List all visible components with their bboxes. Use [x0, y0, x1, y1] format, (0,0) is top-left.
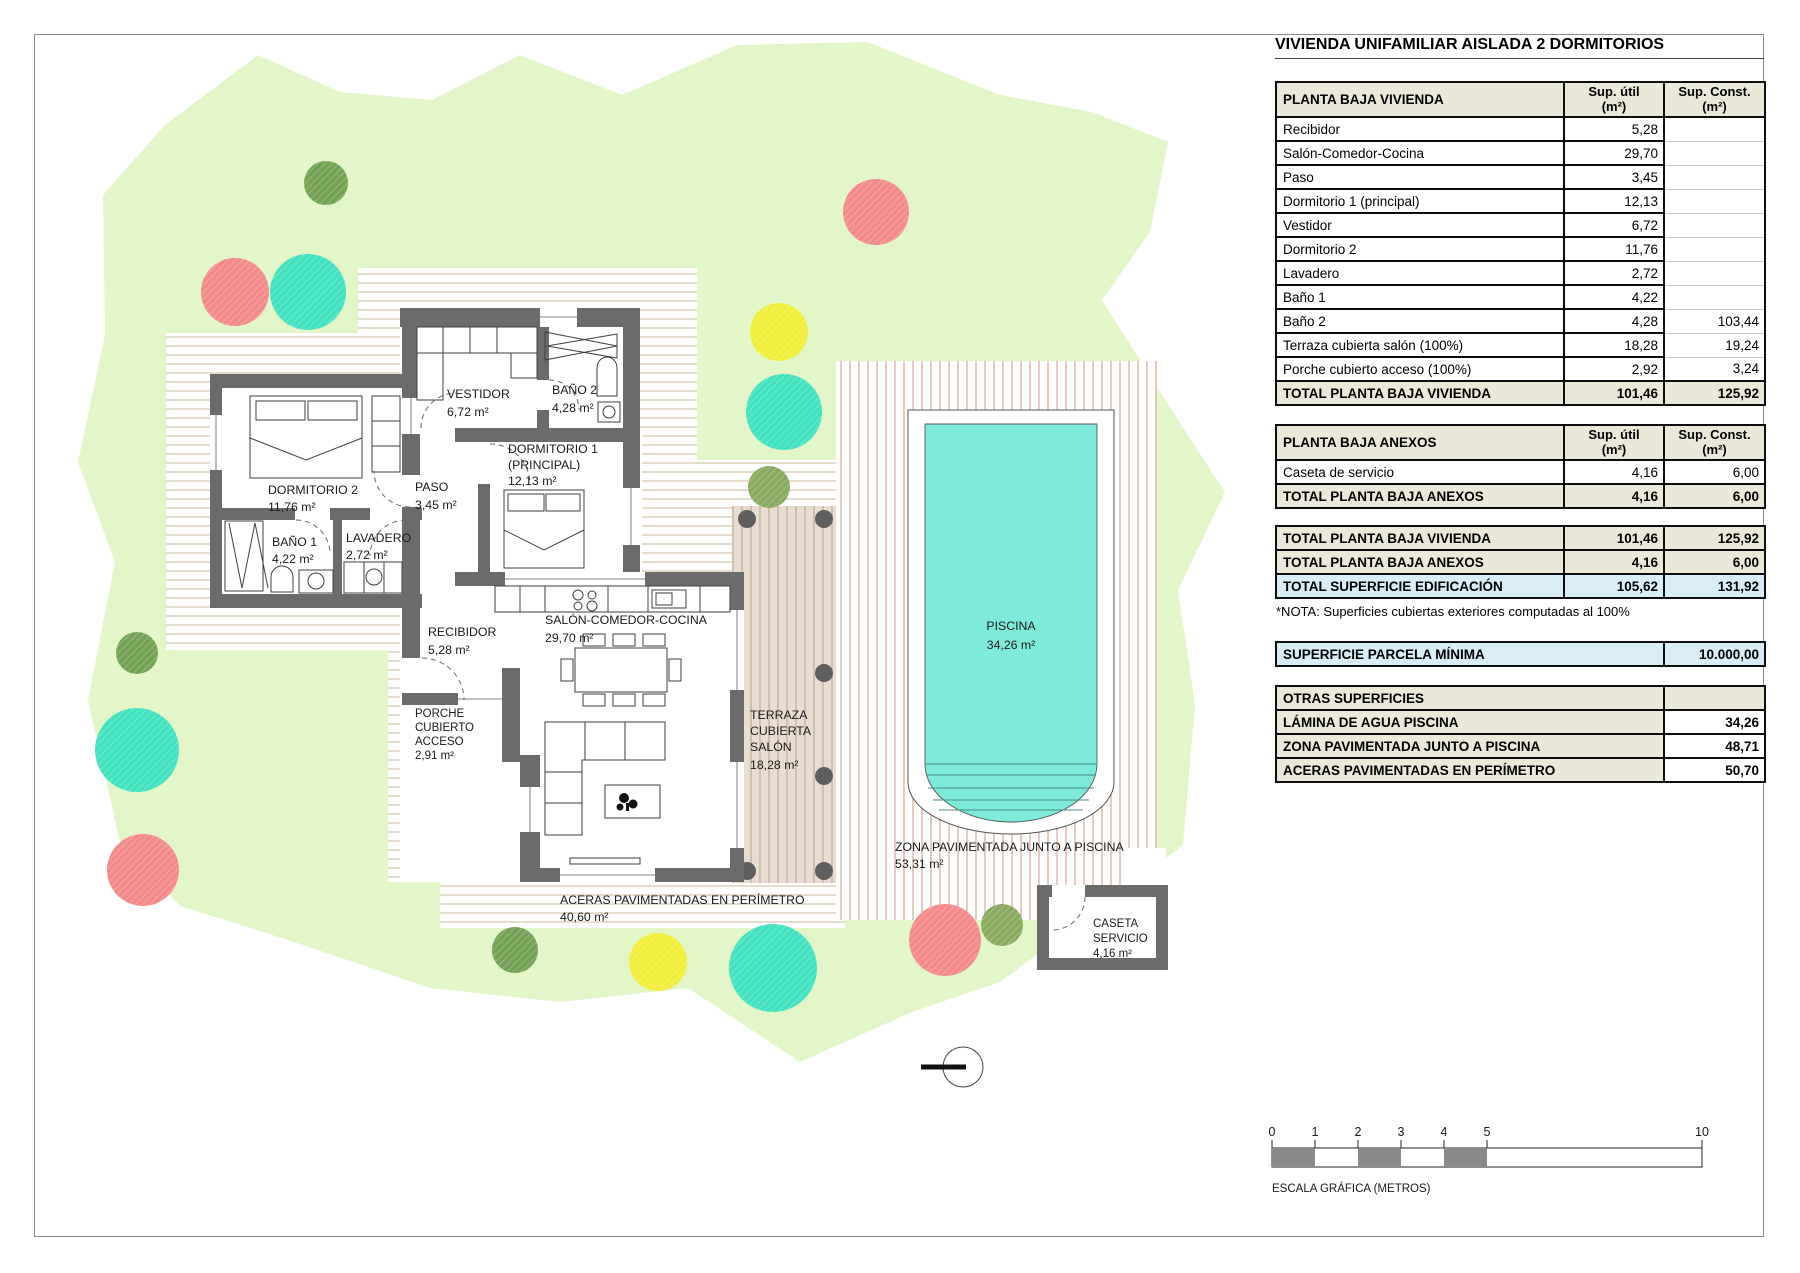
table-title: OTRAS SUPERFICIES — [1276, 686, 1664, 710]
tree-icon — [909, 904, 981, 976]
pool-label: PISCINA — [986, 619, 1036, 633]
tree-icon — [492, 927, 538, 973]
tree-icon — [729, 924, 817, 1012]
room-label: SALÓN-COMEDOR-COCINA — [545, 613, 707, 627]
room-label: PASO — [415, 480, 449, 494]
tree-icon — [981, 904, 1023, 946]
table-parcela-minima — [1275, 641, 1766, 667]
table-row: Salón-Comedor-Cocina 29,70 — [1276, 141, 1765, 165]
room-label: BAÑO 2 — [552, 383, 598, 397]
hut-label: CASETA — [1093, 918, 1139, 930]
room-area: 2,72 m² — [346, 548, 388, 562]
room-area: 2,91 m² — [415, 750, 454, 762]
table-row: Porche cubierto acceso (100%) 2,92 3,24 — [1276, 357, 1765, 381]
note-text: *NOTA: Superficies cubiertas exteriores computadas al 100% — [1276, 604, 1630, 620]
scale-tick: 2 — [1354, 1125, 1362, 1139]
deck-notch — [1128, 848, 1166, 885]
table-row: Vestidor 6,72 — [1276, 213, 1765, 237]
room-label: (PRINCIPAL) — [508, 458, 581, 472]
tree-icon — [270, 254, 346, 330]
room-area: 4,22 m² — [272, 552, 314, 566]
scale-tick: 10 — [1695, 1125, 1709, 1139]
table-row: Recibidor 5,28 — [1276, 117, 1765, 141]
tree-icon — [750, 303, 808, 361]
table-grand-total-row: TOTAL SUPERFICIE EDIFICACIÓN 105,62 131,92 — [1276, 574, 1765, 598]
room-label: CUBIERTA — [750, 724, 812, 738]
table-total-row: TOTAL PLANTA BAJA VIVIENDA 101,46 125,92 — [1276, 526, 1765, 550]
tree-icon — [843, 179, 909, 245]
pool-area: 34,26 m² — [986, 638, 1036, 652]
table-total-row: TOTAL PLANTA BAJA ANEXOS 4,16 6,00 — [1276, 484, 1765, 508]
room-area: 12,13 m² — [508, 474, 557, 488]
tree-icon — [116, 632, 158, 674]
table-row: ACERAS PAVIMENTADAS EN PERÍMETRO 50,70 — [1276, 758, 1765, 782]
room-area: 11,76 m² — [268, 500, 316, 514]
page-title: VIVIENDA UNIFAMILIAR AISLADA 2 DORMITORIOS — [1275, 36, 1764, 59]
covered-terrace — [732, 506, 836, 883]
area-label: ZONA PAVIMENTADA JUNTO A PISCINA — [895, 840, 1124, 854]
table-row — [1276, 642, 1765, 666]
room-area: 3,45 m² — [415, 498, 457, 512]
parcela-value: 10.000,00 — [1664, 642, 1765, 666]
area-label: ACERAS PAVIMENTADAS EN PERÍMETRO — [560, 893, 805, 907]
room-area: 5,28 m² — [428, 643, 470, 657]
table-header-row — [1276, 686, 1765, 710]
table-row: Paso 3,45 — [1276, 165, 1765, 189]
room-label: VESTIDOR — [447, 387, 510, 401]
area-value: 53,31 m² — [895, 857, 944, 871]
room-label: BAÑO 1 — [272, 535, 318, 549]
scale-tick: 1 — [1311, 1125, 1319, 1139]
table-row: Terraza cubierta salón (100%) 18,28 19,24 — [1276, 333, 1765, 357]
column-header: Sup. Const. (m²) — [1664, 425, 1765, 460]
scale-tick: 4 — [1440, 1125, 1448, 1139]
room-label: DORMITORIO 1 — [508, 442, 598, 456]
hut-label: SERVICIO — [1093, 933, 1148, 945]
table-row: Dormitorio 2 11,76 — [1276, 237, 1765, 261]
tree-icon — [748, 466, 790, 508]
table-row: Caseta de servicio 4,16 6,00 — [1276, 460, 1765, 484]
scale-label: ESCALA GRÁFICA (METROS) — [1272, 1183, 1431, 1195]
room-area: 18,28 m² — [750, 758, 799, 772]
tree-icon — [201, 258, 269, 326]
scale-bar — [1269, 1125, 1709, 1195]
surface-data-panel — [1275, 36, 1764, 783]
parcela-label: SUPERFICIE PARCELA MÍNIMA — [1276, 642, 1664, 666]
table-row: Dormitorio 1 (principal) 12,13 — [1276, 189, 1765, 213]
column-header: Sup. Const. (m²) — [1664, 82, 1765, 117]
table-row: Lavadero 2,72 — [1276, 261, 1765, 285]
tree-icon — [304, 161, 348, 205]
tree-icon — [746, 374, 822, 450]
table-planta-baja-vivienda — [1275, 81, 1766, 406]
column-header: Sup. útil (m²) — [1564, 82, 1664, 117]
room-label: DORMITORIO 2 — [268, 483, 358, 497]
table-title: PLANTA BAJA VIVIENDA — [1276, 82, 1564, 117]
room-label: SALÓN — [750, 740, 792, 754]
area-value: 40,60 m² — [560, 910, 609, 924]
room-label: RECIBIDOR — [428, 625, 497, 639]
table-row: LÁMINA DE AGUA PISCINA 34,26 — [1276, 710, 1765, 734]
table-otras-superficies — [1275, 685, 1766, 783]
table-row: Baño 2 4,28 103,44 — [1276, 309, 1765, 333]
table-row: ZONA PAVIMENTADA JUNTO A PISCINA 48,71 — [1276, 734, 1765, 758]
site-marker-icon — [921, 1047, 983, 1087]
room-area: 29,70 m² — [545, 631, 594, 645]
table-total-row: TOTAL PLANTA BAJA VIVIENDA 101,46 125,92 — [1276, 381, 1765, 405]
table-total-row: TOTAL PLANTA BAJA ANEXOS 4,16 6,00 — [1276, 550, 1765, 574]
room-label: PORCHE — [415, 708, 465, 720]
room-label: TERRAZA — [750, 708, 808, 722]
scale-tick: 3 — [1397, 1125, 1405, 1139]
table-resumen — [1275, 525, 1766, 599]
table-header-row — [1276, 82, 1765, 117]
tree-icon — [95, 708, 179, 792]
table-title: PLANTA BAJA ANEXOS — [1276, 425, 1564, 460]
table-header-row — [1276, 425, 1765, 460]
room-area: 6,72 m² — [447, 405, 489, 419]
tree-icon — [107, 834, 179, 906]
room-area: 4,28 m² — [552, 401, 594, 415]
scale-tick: 0 — [1268, 1125, 1276, 1139]
column-header: Sup. útil (m²) — [1564, 425, 1664, 460]
tree-icon — [629, 933, 687, 991]
table-row: Baño 1 4,22 — [1276, 285, 1765, 309]
table-planta-baja-anexos — [1275, 424, 1766, 509]
room-label: LAVADERO — [346, 531, 412, 545]
hut-area: 4,16 m² — [1093, 948, 1132, 960]
scale-tick: 5 — [1483, 1125, 1491, 1139]
room-label: CUBIERTO — [415, 722, 475, 734]
room-label: ACCESO — [415, 736, 464, 748]
